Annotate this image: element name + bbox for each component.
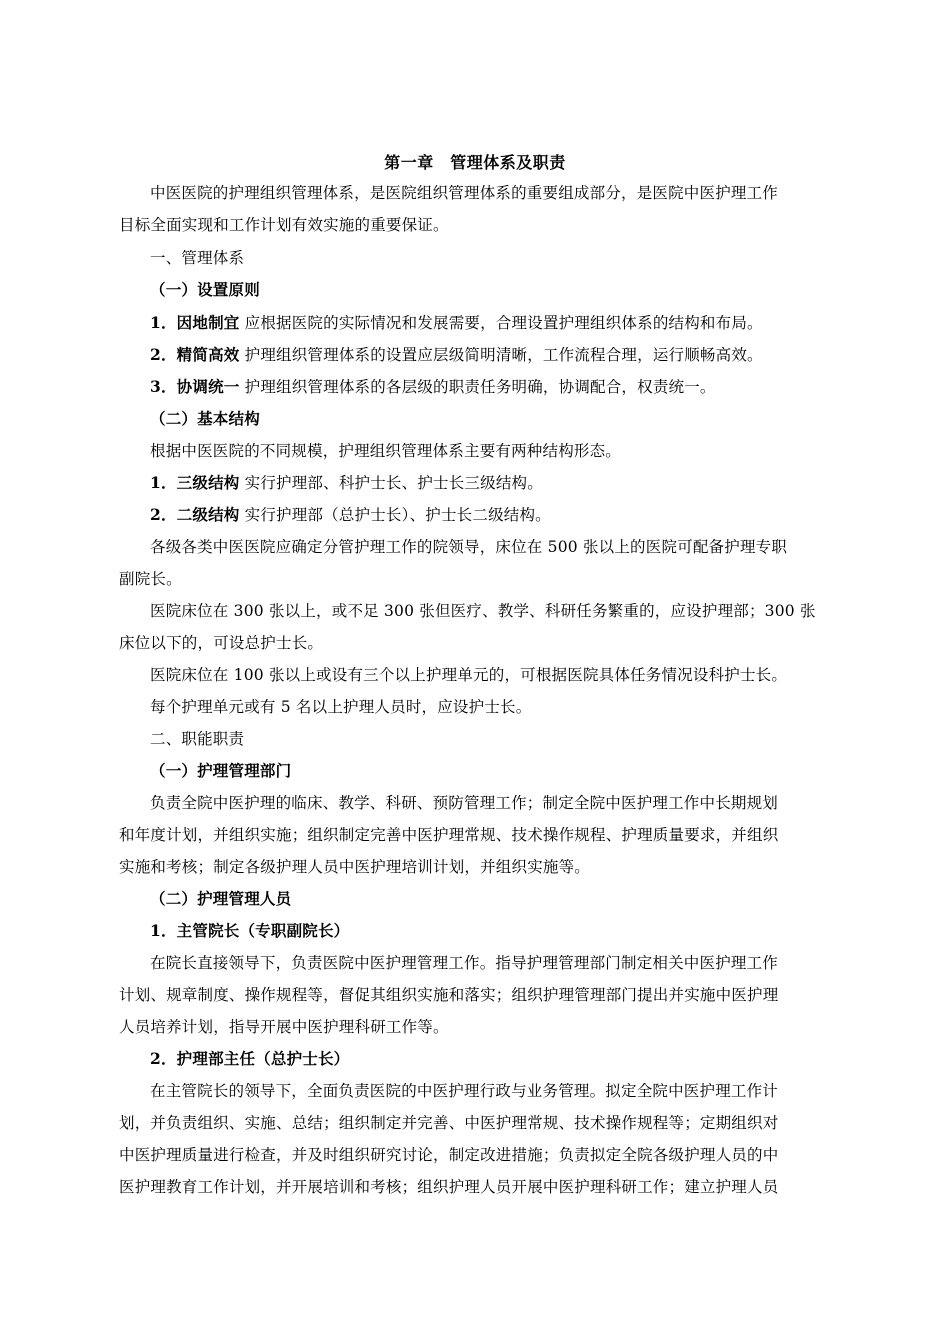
dept-line-1: 负责全院中医护理的临床、教学、科研、预防管理工作；制定全院中医护理工作中长期规划 [150, 794, 779, 812]
principle-item-3 [0, 377, 950, 397]
director-line-3: 中医护理质量进行检查，并及时组织研究讨论，制定改进措施；负责拟定全院各级护理人员的中 [119, 1146, 779, 1164]
principle-2-label: 2．精简高效 [150, 345, 240, 364]
director-line-4: 医护理教育工作计划，并开展培训和考核；组织护理人员开展中医护理科研工作；建立护理人员 [119, 1178, 779, 1196]
structure-item-2 [0, 505, 950, 525]
principle-2-text: 护理组织管理体系的设置应层级简明清晰，工作流程合理，运行顺畅高效。 [239, 346, 763, 364]
structure-1-text: 实行护理部、科护士长、护士长三级结构。 [239, 474, 543, 492]
subsection-heading-structure: （二）基本结构 [150, 409, 260, 428]
principle-item-2 [0, 345, 950, 365]
dept-line-3: 实施和考核；制定各级护理人员中医护理培训计划，并组织实施等。 [119, 858, 591, 876]
chapter-title: 第一章 管理体系及职责 [384, 153, 566, 172]
beds-300-line-1: 医院床位在 300 张以上，或不足 300 张但医疗、教学、科研任务繁重的，应设护理部；300 张 [150, 602, 816, 620]
unit-line: 每个护理单元或有 5 名以上护理人员时，应设护士长。 [150, 698, 532, 716]
section-heading-system: 一、管理体系 [150, 249, 245, 267]
structure-1-label: 1．三级结构 [150, 473, 240, 492]
beds-100-line: 医院床位在 100 张以上或设有三个以上护理单元的，可根据医院具体任务情况设科护士长。 [150, 666, 788, 684]
principle-item-1 [0, 313, 950, 333]
structure-2-text: 实行护理部（总护士长）、护士长二级结构。 [239, 506, 551, 524]
subsection-heading-dept: （一）护理管理部门 [150, 761, 292, 780]
intro-line-1: 中医医院的护理组织管理体系，是医院组织管理体系的重要组成部分，是医院中医护理工作 [150, 184, 779, 202]
beds-500-line-2: 副院长。 [119, 570, 182, 588]
principle-3-label: 3．协调统一 [150, 377, 240, 396]
vp-line-2: 计划、规章制度、操作规程等，督促其组织实施和落实；组织护理管理部门提出并实施中医护理 [119, 986, 779, 1004]
structure-2-label: 2．二级结构 [150, 505, 240, 524]
vp-line-3: 人员培养计划，指导开展中医护理科研工作等。 [119, 1018, 449, 1036]
dept-line-2: 和年度计划，并组织实施；组织制定完善中医护理常规、技术操作规程、护理质量要求，并组织 [119, 826, 779, 844]
principle-1-text: 应根据医院的实际情况和发展需要，合理设置护理组织体系的结构和布局。 [239, 314, 763, 332]
principle-3-text: 护理组织管理体系的各层级的职责任务明确，协调配合，权责统一。 [239, 378, 716, 396]
principle-1-label: 1．因地制宜 [150, 313, 240, 332]
vp-line-1: 在院长直接领导下，负责医院中医护理管理工作。指导护理管理部门制定相关中医护理工作 [150, 954, 779, 972]
heading-director: 2．护理部主任（总护士长） [150, 1049, 350, 1068]
director-line-1: 在主管院长的领导下，全面负责医院的中医护理行政与业务管理。拟定全院中医护理工作计 [150, 1082, 779, 1100]
beds-500-line-1: 各级各类中医医院应确定分管护理工作的院领导，床位在 500 张以上的医院可配备护理专职 [150, 538, 788, 556]
subsection-heading-principles: （一）设置原则 [150, 280, 260, 299]
heading-vice-president: 1．主管院长（专职副院长） [150, 921, 350, 940]
subsection-heading-staff: （二）护理管理人员 [150, 889, 292, 908]
director-line-2: 划，并负责组织、实施、总结；组织制定并完善、中医护理常规、技术操作规程等；定期组织对 [119, 1114, 779, 1132]
section-heading-duties: 二、职能职责 [150, 730, 245, 748]
structure-intro: 根据中医医院的不同规模，护理组织管理体系主要有两种结构形态。 [150, 442, 622, 460]
beds-300-line-2: 床位以下的，可设总护士长。 [119, 634, 324, 652]
structure-item-1 [0, 473, 950, 493]
intro-line-2: 目标全面实现和工作计划有效实施的重要保证。 [119, 216, 449, 234]
